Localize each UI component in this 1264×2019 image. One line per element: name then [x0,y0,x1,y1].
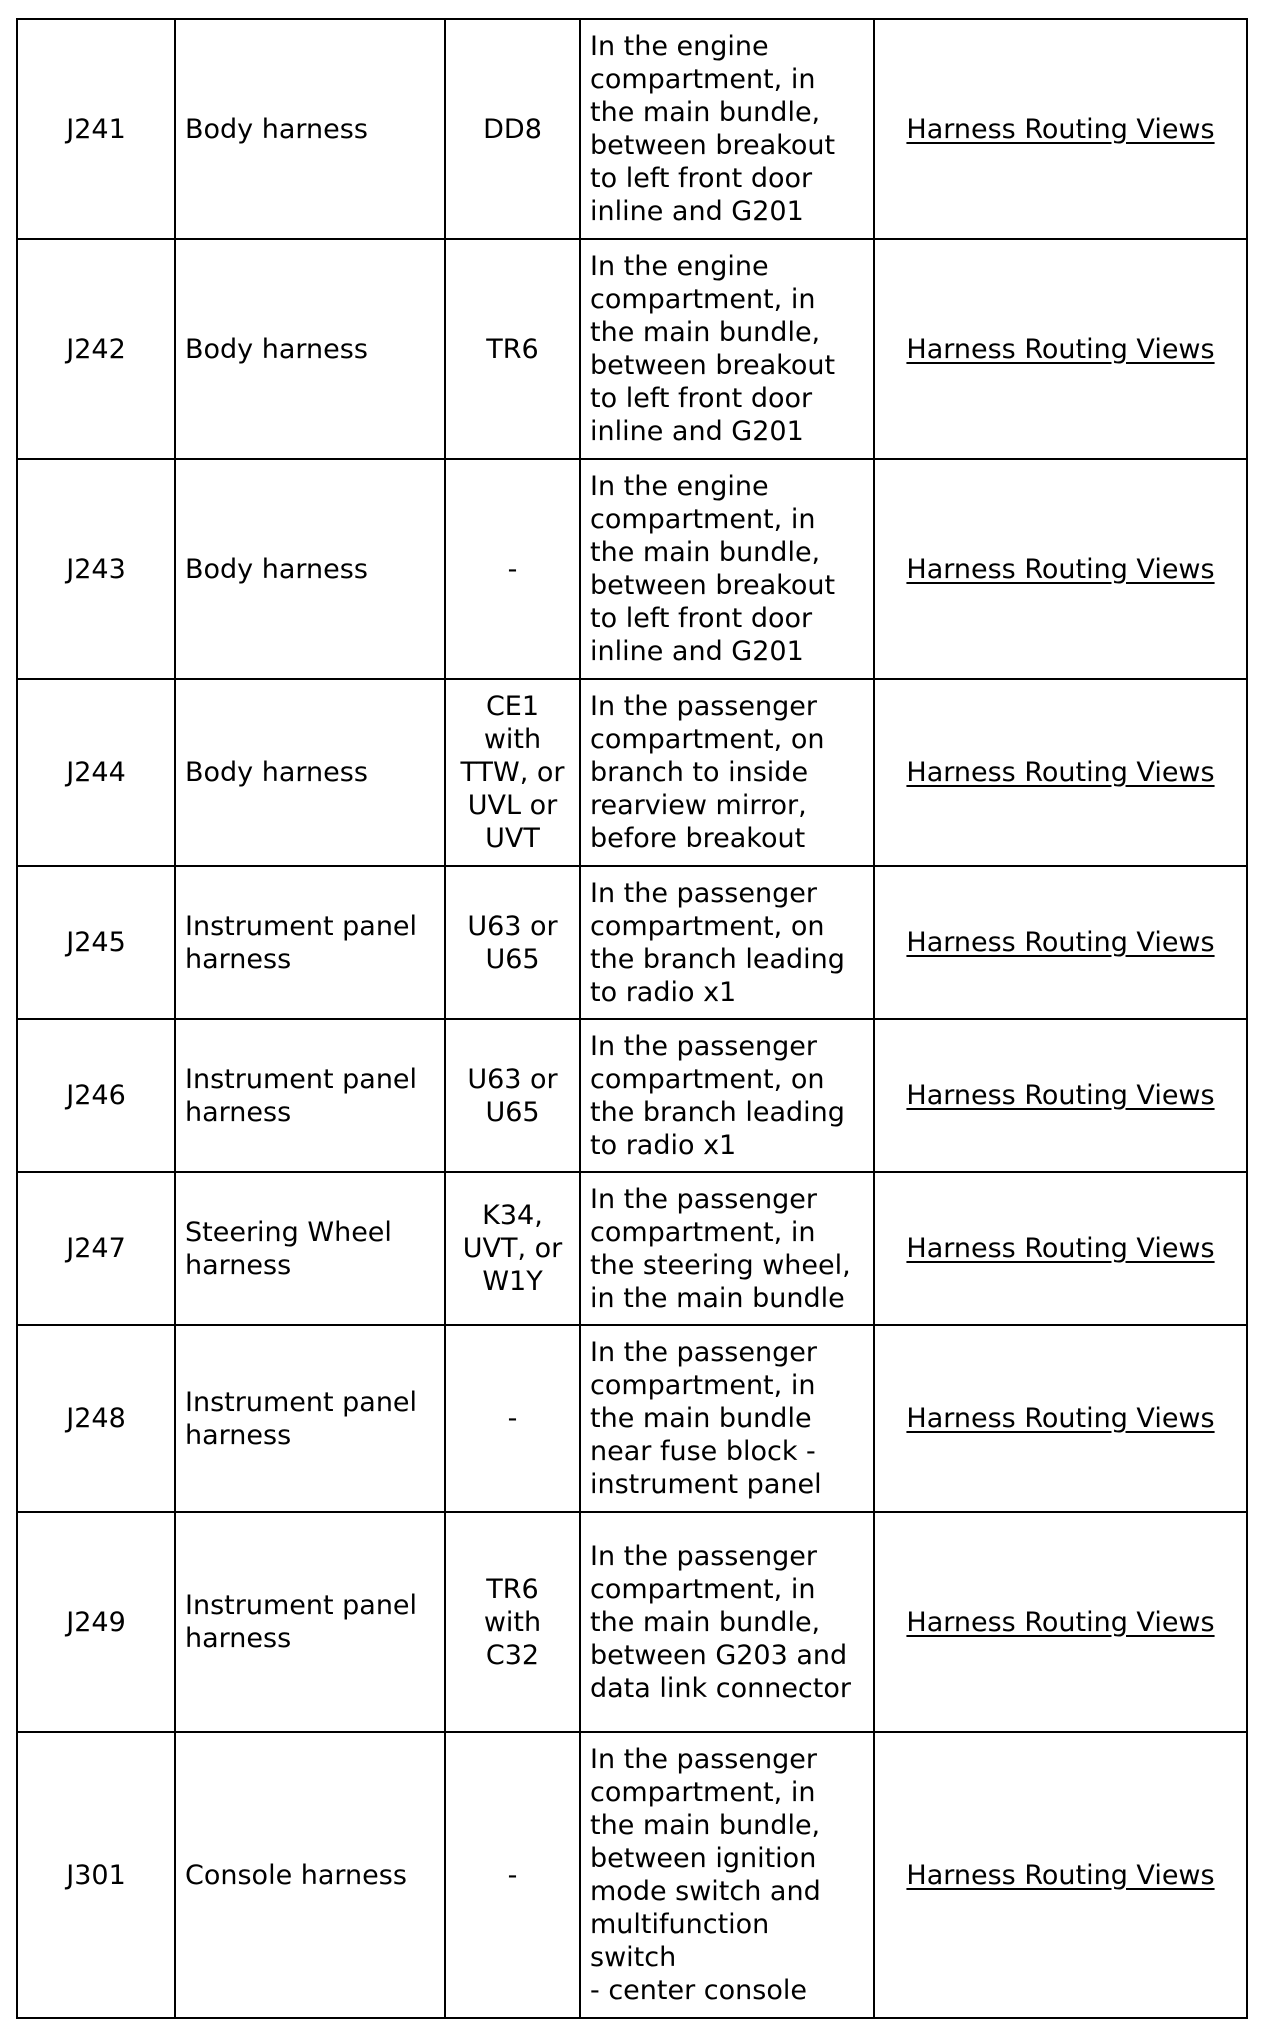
location-text: In the passenger compartment, in the main bundle, between G203 and data link connector [590,1540,851,1704]
harness-cell [175,239,445,459]
location-cell [580,1512,874,1732]
option-code: DD8 [483,113,542,145]
harness-routing-views-link[interactable]: Harness Routing Views [906,927,1215,958]
harness-name: Console harness [185,1859,407,1891]
location-text: In the passenger compartment, in the main bundle, between ignition mode switch and multifunction switch - center console [590,1744,821,2006]
option-code: TR6 with C32 [483,1573,542,1671]
splice-id: J301 [66,1859,126,1891]
location-text: In the engine compartment, in the main bundle, between breakout to left front door inline and G201 [590,251,836,447]
splice-id-cell [17,1325,175,1512]
location-cell [580,866,874,1019]
table-row [17,866,1247,1019]
table-row [17,19,1247,239]
harness-name: Body harness [185,553,368,585]
splice-id: J246 [66,1080,126,1111]
location-cell [580,459,874,679]
harness-routing-views-link[interactable]: Harness Routing Views [906,1403,1215,1434]
location-cell [580,1172,874,1325]
harness-cell [175,1512,445,1732]
option-cell [445,679,580,866]
option-cell [445,239,580,459]
table-row [17,239,1247,459]
harness-cell [175,459,445,679]
location-text: In the passenger compartment, on the branch leading to radio x1 [590,877,845,1008]
option-code: K34, UVT, or W1Y [462,1200,563,1297]
option-cell [445,1732,580,2018]
splice-id: J241 [66,113,126,145]
harness-name: Steering Wheel harness [185,1216,392,1281]
location-text: In the passenger compartment, on branch to inside rearview mirror, before breakout [590,691,825,854]
location-text: In the engine compartment, in the main bundle, between breakout to left front door inline and G201 [590,471,836,667]
link-cell [874,1019,1247,1172]
splice-id: J242 [66,333,126,365]
location-cell [580,1732,874,2018]
harness-cell [175,1325,445,1512]
splice-id-cell [17,1732,175,2018]
option-code: U63 or U65 [467,910,558,975]
harness-routing-views-link[interactable]: Harness Routing Views [906,757,1215,788]
option-code: - [507,1403,518,1434]
splice-id-cell [17,866,175,1019]
harness-cell [175,19,445,239]
option-cell [445,459,580,679]
harness-cell [175,1732,445,2018]
link-cell [874,1512,1247,1732]
option-cell [445,1019,580,1172]
harness-name: Body harness [185,333,368,365]
harness-name: Body harness [185,757,368,788]
link-cell [874,1325,1247,1512]
splice-id-cell [17,459,175,679]
link-cell [874,1172,1247,1325]
table-row [17,679,1247,866]
link-cell [874,866,1247,1019]
harness-cell [175,1019,445,1172]
splice-id-cell [17,1019,175,1172]
table-row [17,459,1247,679]
location-text: In the passenger compartment, on the branch leading to radio x1 [590,1030,845,1161]
harness-routing-views-link[interactable]: Harness Routing Views [906,553,1215,585]
option-cell [445,1512,580,1732]
splice-id: J248 [66,1403,126,1434]
harness-name: Instrument panel harness [185,1063,418,1128]
location-cell [580,1325,874,1512]
location-cell [580,1019,874,1172]
splice-id-cell [17,1512,175,1732]
splice-id: J244 [66,757,126,788]
option-cell [445,1325,580,1512]
location-text: In the passenger compartment, in the steering wheel, in the main bundle [590,1183,851,1314]
link-cell [874,459,1247,679]
splice-id-cell [17,679,175,866]
link-cell [874,679,1247,866]
link-cell [874,239,1247,459]
harness-routing-views-link[interactable]: Harness Routing Views [906,1606,1215,1638]
option-cell [445,19,580,239]
location-cell [580,679,874,866]
location-cell [580,19,874,239]
splice-id-cell [17,19,175,239]
option-cell [445,866,580,1019]
harness-routing-views-link[interactable]: Harness Routing Views [906,1233,1215,1264]
table-row [17,1512,1247,1732]
harness-routing-views-link[interactable]: Harness Routing Views [906,1080,1215,1111]
splice-id-cell [17,239,175,459]
option-code: - [507,553,518,585]
splice-id: J245 [66,927,126,958]
harness-routing-views-link[interactable]: Harness Routing Views [906,333,1215,365]
harness-name: Instrument panel harness [185,910,418,975]
option-code: CE1 with TTW, or UVL or UVT [460,691,565,854]
harness-cell [175,1172,445,1325]
harness-routing-views-link[interactable]: Harness Routing Views [906,113,1215,145]
harness-routing-views-link[interactable]: Harness Routing Views [906,1859,1215,1891]
harness-cell [175,679,445,866]
harness-cell [175,866,445,1019]
harness-name: Instrument panel harness [185,1386,418,1451]
option-code: U63 or U65 [467,1063,558,1128]
table-row [17,1325,1247,1512]
link-cell [874,19,1247,239]
harness-name: Body harness [185,113,368,145]
splice-id: J249 [66,1606,126,1638]
option-cell [445,1172,580,1325]
option-code: - [507,1859,518,1891]
splice-pack-table [16,18,1248,2019]
splice-id: J247 [66,1233,126,1264]
splice-id-cell [17,1172,175,1325]
location-text: In the passenger compartment, in the main bundle near fuse block - instrument panel [590,1337,822,1500]
table-row [17,1172,1247,1325]
option-code: TR6 [486,333,539,365]
harness-name: Instrument panel harness [185,1590,418,1654]
location-text: In the engine compartment, in the main bundle, between breakout to left front door inline and G201 [590,31,836,227]
splice-id: J243 [66,553,126,585]
table-row [17,1732,1247,2018]
table-row [17,1019,1247,1172]
location-cell [580,239,874,459]
link-cell [874,1732,1247,2018]
